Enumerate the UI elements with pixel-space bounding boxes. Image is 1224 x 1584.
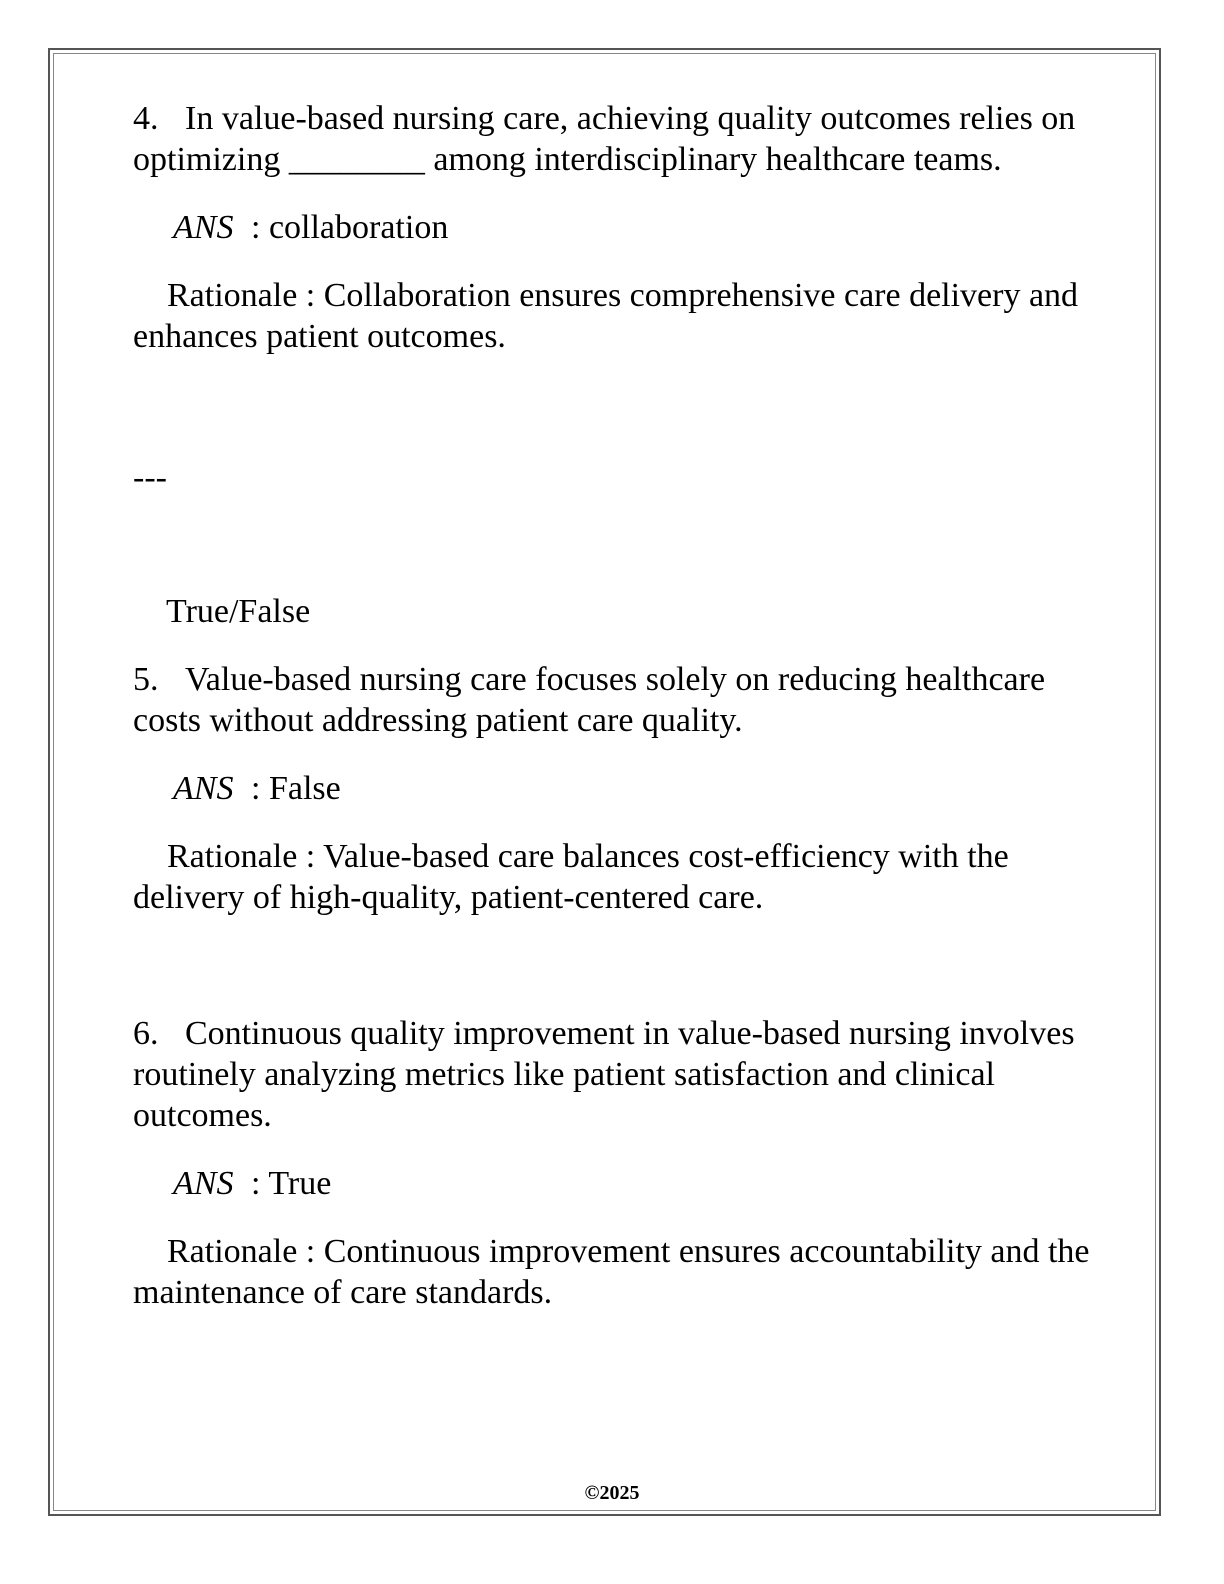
question-text: Value-based nursing care focuses solely on reducing healthcare costs without addressing patient care quality. (133, 661, 1046, 739)
question-6 (133, 1013, 1093, 1136)
answer-label: ANS (173, 770, 234, 807)
answer-label: ANS (173, 209, 234, 246)
question-number: 4. (133, 100, 159, 137)
answer-value: : False (251, 770, 341, 807)
separator: --- (133, 459, 167, 496)
rationale-5: Rationale : Value-based care balances cost-efficiency with the delivery of high-quality, patient-centered care. (133, 838, 1009, 916)
answer-4 (133, 207, 1093, 248)
answer-value: : collaboration (251, 209, 449, 246)
answer-6 (133, 1163, 1093, 1204)
answer-value: : True (251, 1165, 332, 1202)
copyright-footer: ©2025 (584, 1482, 640, 1504)
document-content (133, 98, 1093, 1313)
answer-5 (133, 768, 1093, 809)
answer-label: ANS (173, 1165, 234, 1202)
question-4 (133, 98, 1093, 180)
question-5 (133, 659, 1093, 741)
section-heading: True/False (166, 593, 311, 630)
question-number: 5. (133, 661, 159, 698)
rationale-6: Rationale : Continuous improvement ensures accountability and the maintenance of care standards. (133, 1233, 1090, 1311)
question-text: In value-based nursing care, achieving quality outcomes relies on optimizing ________ among interdisciplinary healthcare teams. (133, 100, 1076, 178)
question-number: 6. (133, 1015, 159, 1052)
question-text: Continuous quality improvement in value-based nursing involves routinely analyzing metrics like patient satisfaction and clinical outcomes. (133, 1015, 1075, 1134)
rationale-4: Rationale : Collaboration ensures comprehensive care delivery and enhances patient outcomes. (133, 277, 1079, 355)
